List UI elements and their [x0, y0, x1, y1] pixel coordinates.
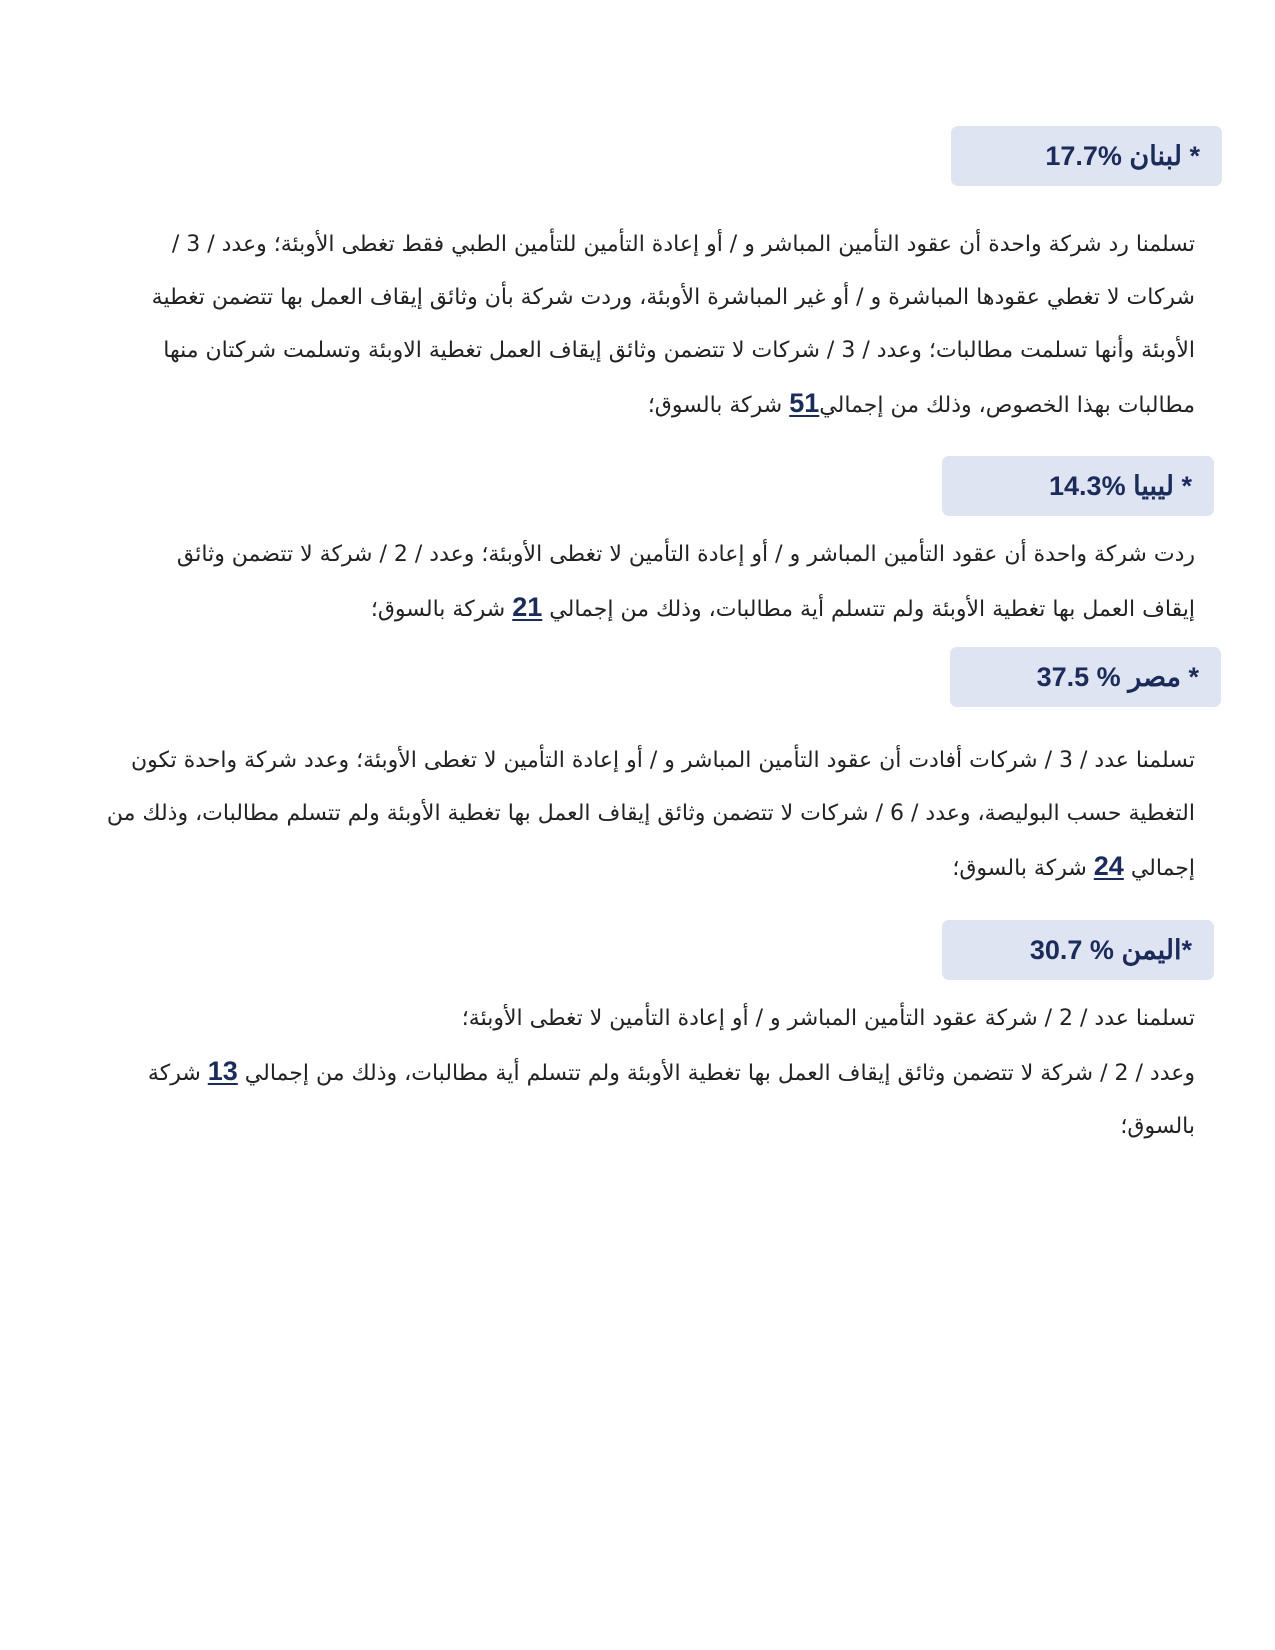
paragraph-line: الأوبئة وأنها تسلمت مطالبات؛ وعدد / 3 / شركات لا تتضمن وثائق إيقاف العمل تغطية الاوبئة وتسلمت شركتان منها: [163, 338, 1195, 363]
paragraph-line: تسلمنا عدد / 3 / شركات أفادت أن عقود التأمين المباشر و / أو إعادة التأمين لا تغطى الأوبئة؛ وعدد شركة واحدة تكون: [130, 748, 1195, 773]
heading-egypt: [950, 647, 1221, 707]
text-after-total: شركة بالسوق؛: [647, 393, 790, 418]
heading-yemen: [942, 920, 1214, 980]
text-before-total: وعدد / 2 / شركة لا تتضمن وثائق إيقاف العمل بها تغطية الأوبئة ولم تتسلم أية مطالبات، وذلك من إجمالي: [237, 1061, 1195, 1086]
paragraph-last-line: [177, 581, 1195, 636]
text-after-total: شركة: [147, 1061, 208, 1086]
heading-lebanon: [951, 126, 1222, 186]
paragraph-line: تسلمنا عدد / 2 / شركة عقود التأمين المباشر و / أو إعادة التأمين لا تغطى الأوبئة؛: [461, 1006, 1195, 1031]
paragraph-lebanon: [152, 218, 1195, 432]
company-total: 21: [512, 592, 543, 622]
company-total: 24: [1093, 851, 1124, 881]
paragraph-libya: [177, 528, 1195, 636]
paragraph-trailing-line: بالسوق؛: [1120, 1114, 1195, 1139]
paragraph-last-line: [148, 1045, 1195, 1100]
heading-libya: [942, 456, 1214, 516]
heading-percent: 30.7 %: [1029, 934, 1114, 965]
heading-country: *اليمن: [1121, 934, 1192, 965]
text-before-total: مطالبات بهذا الخصوص، وذلك من إجمالي: [819, 393, 1195, 418]
paragraph-last-line: [152, 377, 1195, 432]
heading-country: * مصر: [1128, 661, 1199, 692]
text-after-total: شركة بالسوق؛: [370, 597, 513, 622]
heading-country: * ليبيا: [1133, 470, 1192, 501]
text-before-total: إيقاف العمل بها تغطية الأوبئة ولم تتسلم أية مطالبات، وذلك من إجمالي: [542, 597, 1195, 622]
heading-percent: 17.7%: [1045, 140, 1122, 171]
company-total: 13: [207, 1056, 238, 1086]
text-after-total: شركة بالسوق؛: [952, 856, 1094, 881]
paragraph-yemen: [148, 992, 1195, 1153]
paragraph-line: شركات لا تغطي عقودها المباشرة و / أو غير المباشرة الأوبئة، وردت شركة بأن وثائق إيقاف العمل بها تتضمن تغطية: [151, 285, 1195, 310]
heading-country: * لبنان: [1129, 140, 1200, 171]
company-total: 51: [789, 388, 820, 418]
paragraph-line: ردت شركة واحدة أن عقود التأمين المباشر و / أو إعادة التأمين لا تغطى الأوبئة؛ وعدد / 2 / شركة لا تتضمن وثائق: [176, 542, 1195, 567]
heading-percent: 14.3%: [1049, 470, 1126, 501]
paragraph-egypt: [107, 734, 1195, 895]
paragraph-line: التغطية حسب البوليصة، وعدد / 6 / شركات لا تتضمن وثائق إيقاف العمل بها تغطية الأوبئة ولم تتسلم مطالبات، وذلك من: [106, 801, 1195, 826]
heading-percent: 37.5 %: [1036, 661, 1121, 692]
paragraph-line: تسلمنا رد شركة واحدة أن عقود التأمين المباشر و / أو إعادة التأمين للتأمين الطبي فقط تغطى الأوبئة؛ وعدد / 3 /: [171, 232, 1195, 257]
text-before-total: إجمالي: [1123, 856, 1195, 881]
paragraph-last-line: [107, 840, 1195, 895]
